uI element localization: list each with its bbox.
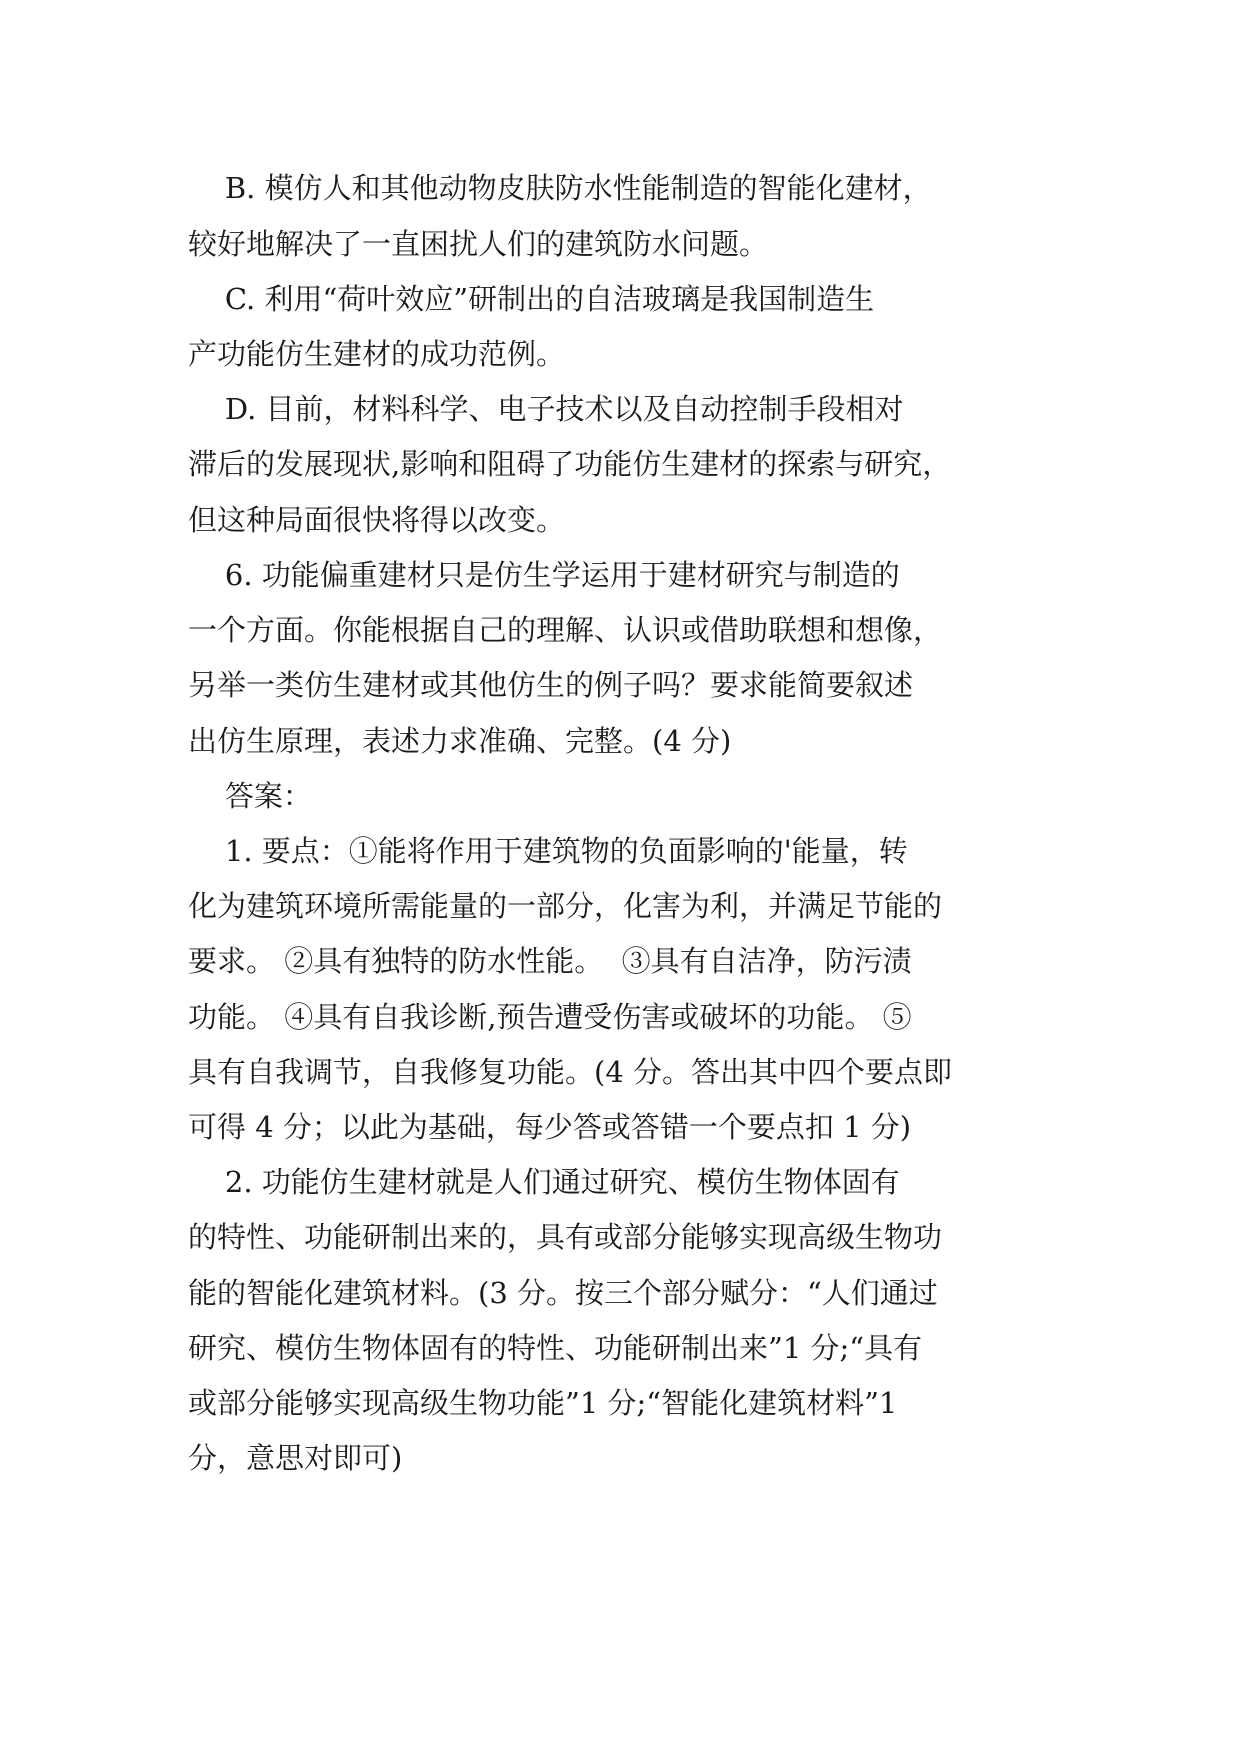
answer-heading: 答案：: [188, 779, 312, 813]
text-line: 1. 要点：①能将作用于建筑物的负面影响的'能量，转: [188, 834, 908, 868]
text-line: 研究、模仿生物体固有的特性、功能研制出来”1 分;“具有: [188, 1331, 923, 1365]
text-line: D. 目前，材料科学、电子技术以及自动控制手段相对: [188, 392, 904, 426]
text-line: 2. 功能仿生建材就是人们通过研究、模仿生物体固有: [188, 1165, 900, 1199]
text-line: 功能。 ④具有自我诊断,预告遭受伤害或破坏的功能。 ⑤: [188, 1000, 912, 1034]
text-line: C. 利用“荷叶效应”研制出的自洁玻璃是我国制造生: [188, 282, 875, 316]
text-line: 出仿生原理，表述力求准确、完整。(4 分): [188, 724, 732, 758]
text-line: 的特性、功能研制出来的，具有或部分能够实现高级生物功: [188, 1220, 943, 1254]
text-line: 可得 4 分；以此为基础，每少答或答错一个要点扣 1 分): [188, 1110, 912, 1144]
text-line: 一个方面。你能根据自己的理解、认识或借助联想和想像，: [188, 613, 943, 647]
text-line: 化为建筑环境所需能量的一部分，化害为利，并满足节能的: [188, 889, 943, 923]
text-line: 较好地解决了一直困扰人们的建筑防水问题。: [188, 227, 769, 261]
text-line: 6. 功能偏重建材只是仿生学运用于建材研究与制造的: [188, 558, 900, 592]
text-line: 滞后的发展现状,影响和阻碍了功能仿生建材的探索与研究，: [188, 447, 952, 481]
text-line: B. 模仿人和其他动物皮肤防水性能制造的智能化建材，: [188, 171, 932, 205]
text-line: 或部分能够实现高级生物功能”1 分;“智能化建筑材料”1: [188, 1386, 898, 1420]
text-line: 具有自我调节，自我修复功能。(4 分。答出其中四个要点即: [188, 1055, 952, 1089]
text-line: 但这种局面很快将得以改变。: [188, 503, 566, 537]
text-line: 能的智能化建筑材料。(3 分。按三个部分赋分：“人们通过: [188, 1276, 938, 1310]
text-line: 分，意思对即可): [188, 1441, 403, 1475]
text-line: 要求。 ②具有独特的防水性能。 ③具有自洁净，防污渍: [188, 944, 912, 978]
text-line: 产功能仿生建材的成功范例。: [188, 337, 566, 371]
text-line: 另举一类仿生建材或其他仿生的例子吗？要求能简要叙述: [188, 668, 914, 702]
